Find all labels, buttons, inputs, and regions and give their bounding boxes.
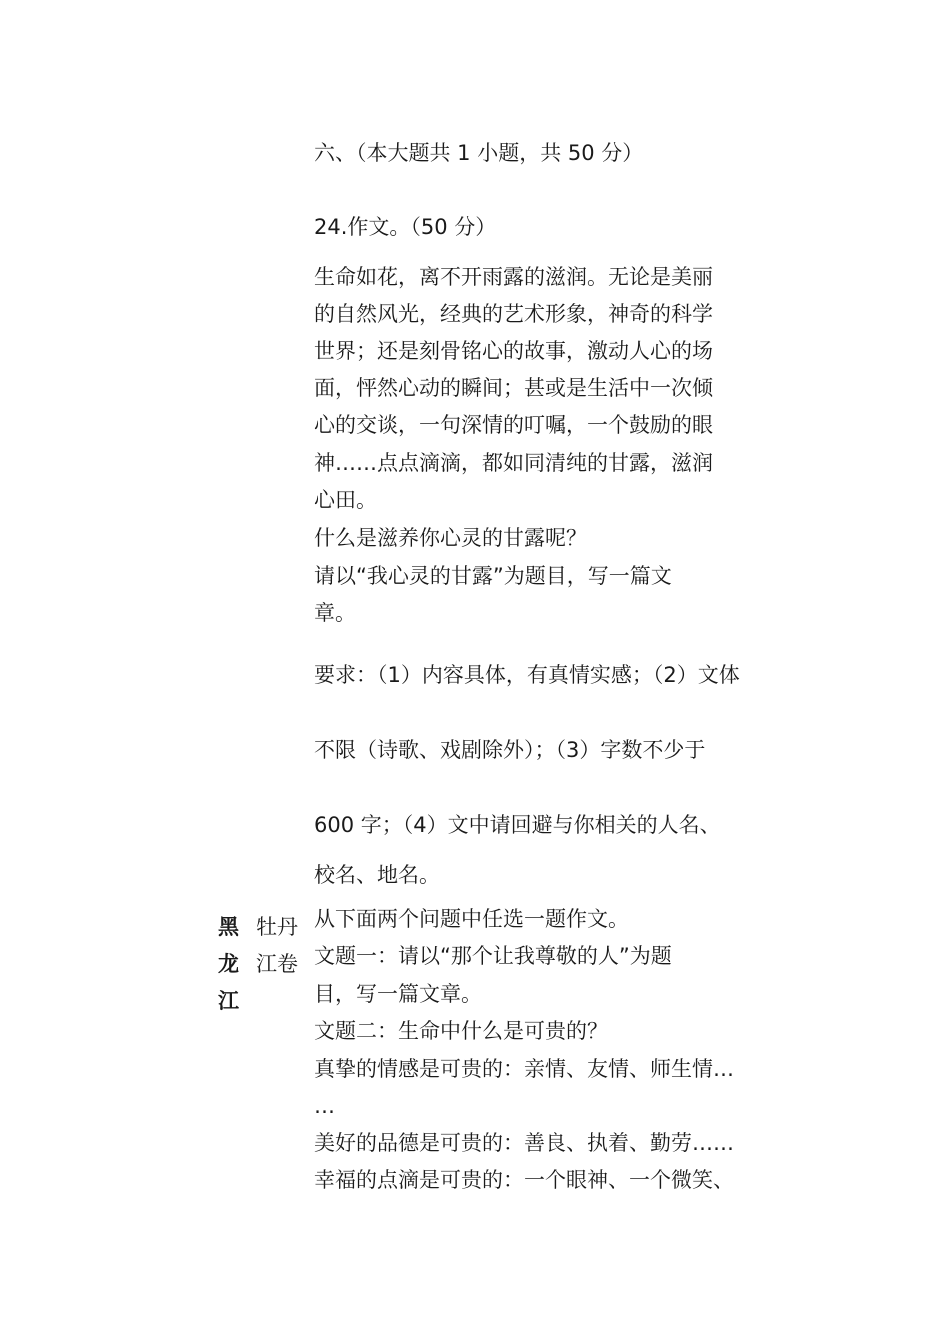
- prompt-line: 什么是滋养你心灵的甘露呢？: [314, 526, 587, 550]
- region-city: [256, 909, 302, 983]
- province-char: 黑: [218, 915, 239, 939]
- hlj-line: 美好的品德是可贵的：善良、执着、勤劳……: [314, 1131, 734, 1155]
- hlj-line: 目，写一篇文章。: [314, 982, 482, 1006]
- requirement-line: 要求：（1）内容具体，有真情实感；（2）文体: [314, 663, 740, 687]
- section-heading: 六、（本大题共 1 小题，共 50 分）: [314, 141, 644, 165]
- prompt-line: 生命如花，离不开雨露的滋润。无论是美丽: [314, 265, 713, 289]
- prompt-line: 心的交谈，一句深情的叮嘱，一个鼓励的眼: [314, 413, 713, 437]
- city-text: 牡丹: [256, 915, 298, 939]
- hlj-line: 文题二：生命中什么是可贵的？: [314, 1019, 608, 1043]
- hlj-line: …: [314, 1094, 335, 1118]
- region-province: [218, 909, 246, 1020]
- city-text: 江卷: [256, 952, 298, 976]
- province-char: 龙: [218, 952, 239, 976]
- prompt-line: 章。: [314, 601, 356, 625]
- hlj-line: 从下面两个问题中任选一题作文。: [314, 907, 629, 931]
- prompt-line: 神……点点滴滴，都如同清纯的甘露，滋润: [314, 451, 713, 475]
- prompt-line: 心田。: [314, 488, 377, 512]
- hlj-line: 真挚的情感是可贵的：亲情、友情、师生情…: [314, 1057, 734, 1081]
- province-char: 江: [218, 989, 239, 1013]
- prompt-line: 的自然风光，经典的艺术形象，神奇的科学: [314, 302, 713, 326]
- requirement-line: 不限（诗歌、戏剧除外）；（3）字数不少于: [314, 738, 706, 762]
- hlj-line: 文题一：请以“那个让我尊敬的人”为题: [314, 944, 672, 968]
- hlj-line: 幸福的点滴是可贵的：一个眼神、一个微笑、: [314, 1168, 734, 1192]
- prompt-line: 世界；还是刻骨铭心的故事，激动人心的场: [314, 339, 713, 363]
- prompt-line: 请以“我心灵的甘露”为题目，写一篇文: [314, 564, 672, 588]
- requirement-line: 600 字；（4）文中请回避与你相关的人名、: [314, 813, 721, 837]
- prompt-line: 面，怦然心动的瞬间；甚或是生活中一次倾: [314, 376, 713, 400]
- question-title: 24.作文。（50 分）: [314, 215, 497, 239]
- requirement-line: 校名、地名。: [314, 863, 440, 887]
